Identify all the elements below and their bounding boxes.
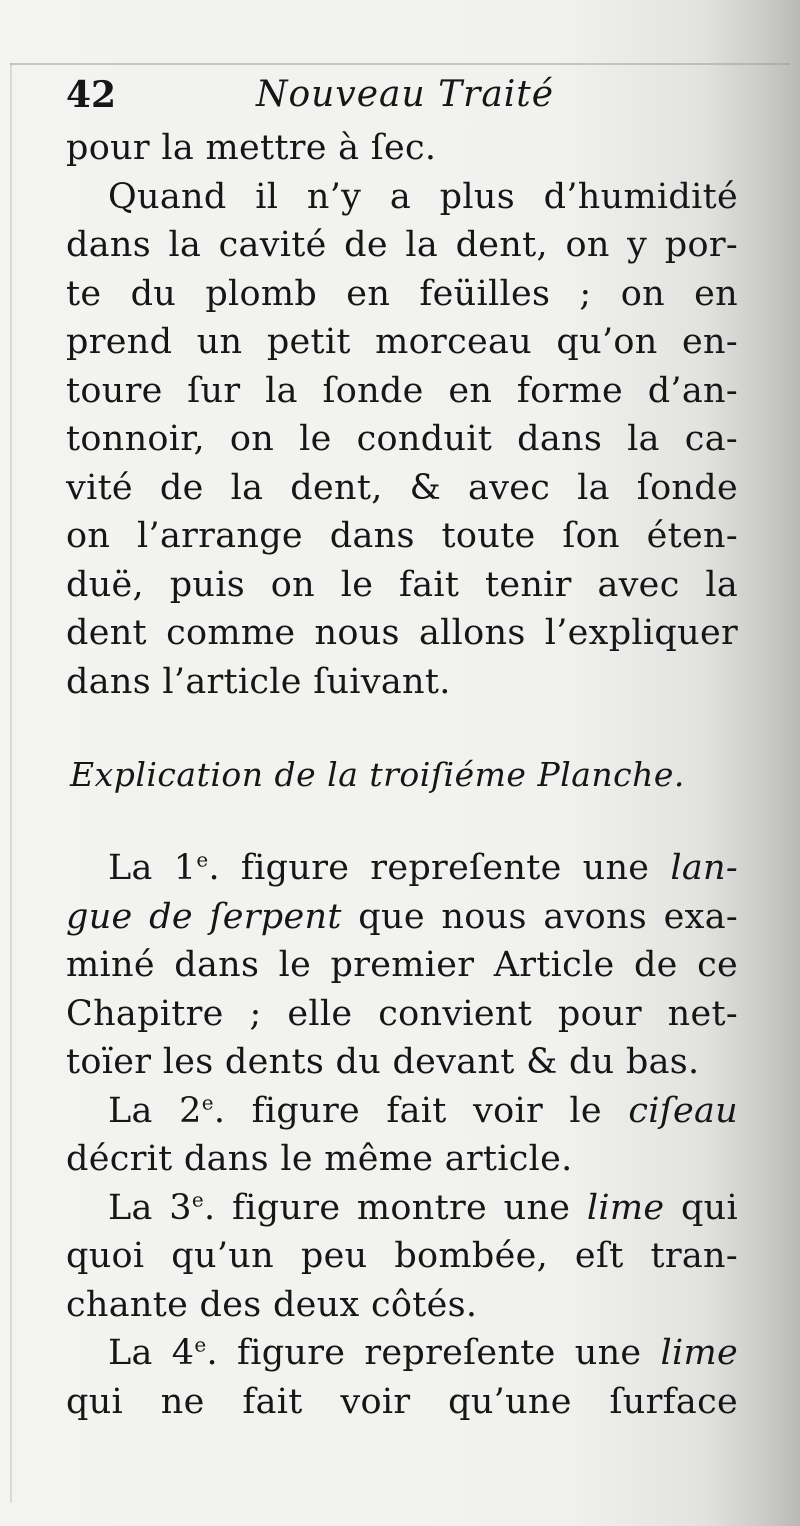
italic-term: lime <box>660 1333 738 1373</box>
ordinal-superscript: e <box>191 1186 204 1211</box>
text-line: miné dans le premier Article de ce <box>66 945 738 985</box>
text-line <box>66 1087 738 1136</box>
text-line <box>66 893 738 942</box>
text-line: toure ſur la ſonde en forme d’an- <box>66 370 738 411</box>
text-line: vité de la dent, & avec la ſonde <box>66 467 738 508</box>
text-line: pour la mettre à ſec. <box>66 128 437 168</box>
text-block <box>66 66 738 1426</box>
spacer <box>66 804 738 844</box>
paragraph-continued <box>66 124 738 173</box>
paragraph-lead-foil <box>66 173 738 707</box>
figure-3-description <box>66 1184 738 1330</box>
text-run: qui <box>664 1187 739 1228</box>
page-frame-left-line <box>10 63 12 1503</box>
text-run: La 2 <box>108 1090 202 1131</box>
text-line: Chapitre ; elle convient pour net- <box>66 993 738 1034</box>
text-line: on l’arrange dans toute ſon éten- <box>66 516 738 556</box>
text-run: . figure repreſente une <box>206 1333 661 1373</box>
text-line <box>66 1329 738 1378</box>
text-line: te du plomb en feüilles ; on en <box>66 273 738 314</box>
text-run: La 3 <box>108 1187 192 1228</box>
page-number: 42 <box>66 74 117 116</box>
text-run: . figure fait voir le <box>213 1090 629 1131</box>
text-line: dent comme nous allons l’expliquer <box>66 613 738 653</box>
italic-term: ciſeau <box>628 1090 739 1131</box>
text-run: La 1 <box>108 848 197 888</box>
spacer <box>66 706 738 746</box>
text-line: duë, puis on le fait tenir avec la <box>66 564 738 605</box>
ordinal-superscript: e <box>201 1089 214 1114</box>
text-line: prend un petit morceau qu’on en- <box>66 322 738 362</box>
text-line: décrit dans le même article. <box>66 1139 573 1179</box>
text-run: La 4 <box>108 1333 195 1373</box>
text-run: . figure montre une <box>204 1187 587 1228</box>
text-run: . figure repreſente une <box>208 848 671 888</box>
text-run: que nous avons exa- <box>341 896 738 937</box>
text-line: qui ne fait voir qu’une ſurface <box>66 1381 738 1422</box>
italic-term: lime <box>586 1187 665 1228</box>
text-line: Quand il n’y a plus d’humidité <box>108 176 738 217</box>
ordinal-superscript: e <box>194 1332 207 1357</box>
text-line: toïer les dents du devant & du bas. <box>66 1042 700 1082</box>
italic-term: gue de ſerpent <box>66 896 342 937</box>
section-title: Explication de la troiſiéme Planche. <box>70 755 685 794</box>
page-frame-top-line <box>10 63 790 65</box>
ordinal-superscript: e <box>196 847 209 872</box>
figure-2-description <box>66 1087 738 1184</box>
text-line <box>66 844 738 893</box>
text-line <box>66 1184 738 1233</box>
figure-4-description <box>66 1329 738 1426</box>
text-line: chante des deux côtés. <box>66 1284 478 1325</box>
running-title: Nouveau Traité <box>256 74 555 115</box>
italic-term: lan- <box>670 848 738 888</box>
figure-1-description <box>66 844 738 1087</box>
running-header <box>66 66 738 124</box>
text-line: dans l’article ſuivant. <box>66 661 451 702</box>
text-line: quoi qu’un peu bombée, eſt tran- <box>66 1236 738 1276</box>
text-line: dans la cavité de la dent, on y por- <box>66 225 738 265</box>
text-line: tonnoir, on le conduit dans la ca- <box>66 419 738 459</box>
